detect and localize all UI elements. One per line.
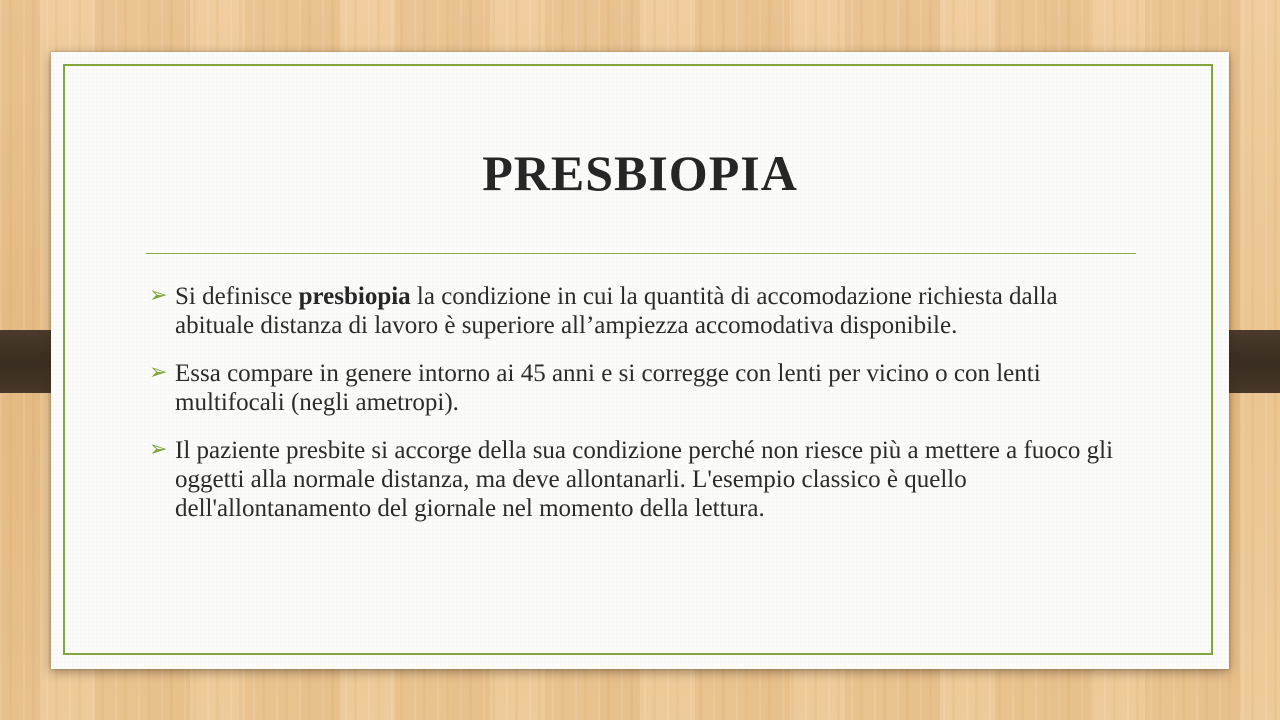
arrowhead-right-icon: ➢ [149, 360, 168, 385]
bullet-text-before: Essa compare in genere intorno ai 45 anni e si corregge con lenti per vicino o con lenti multifocali (negli ametropi). [175, 360, 1041, 416]
bullet-text [175, 437, 1113, 522]
bullet-text-before: Il paziente presbite si accorge della sua condizione perché non riesce più a mettere a fuoco gli oggetti alla normale distanza, ma deve allontanarli. L'esempio classico è quello dell'allontanamento del giornale nel momento della lettura. [175, 437, 1114, 522]
bullet-list [149, 282, 1139, 542]
slide-title: PRESBIOPIA [482, 145, 798, 201]
arrowhead-right-icon: ➢ [149, 283, 168, 308]
arrowhead-right-icon: ➢ [149, 437, 168, 462]
bullet-text [175, 283, 1058, 339]
bullet-text [175, 360, 1041, 416]
bullet-item [149, 436, 1139, 523]
bullet-item [149, 359, 1139, 417]
title-divider [146, 253, 1136, 254]
bullet-text-after: la condizione in cui la quantità di accomodazione richiesta dalla abituale distanza di lavoro è superiore all’ampiezza accomodativa disponibile. [175, 283, 1058, 339]
bullet-text-before: Si definisce [175, 283, 299, 310]
slide [51, 52, 1229, 669]
bullet-item [149, 282, 1139, 340]
bullet-text-bold: presbiopia [298, 283, 411, 310]
